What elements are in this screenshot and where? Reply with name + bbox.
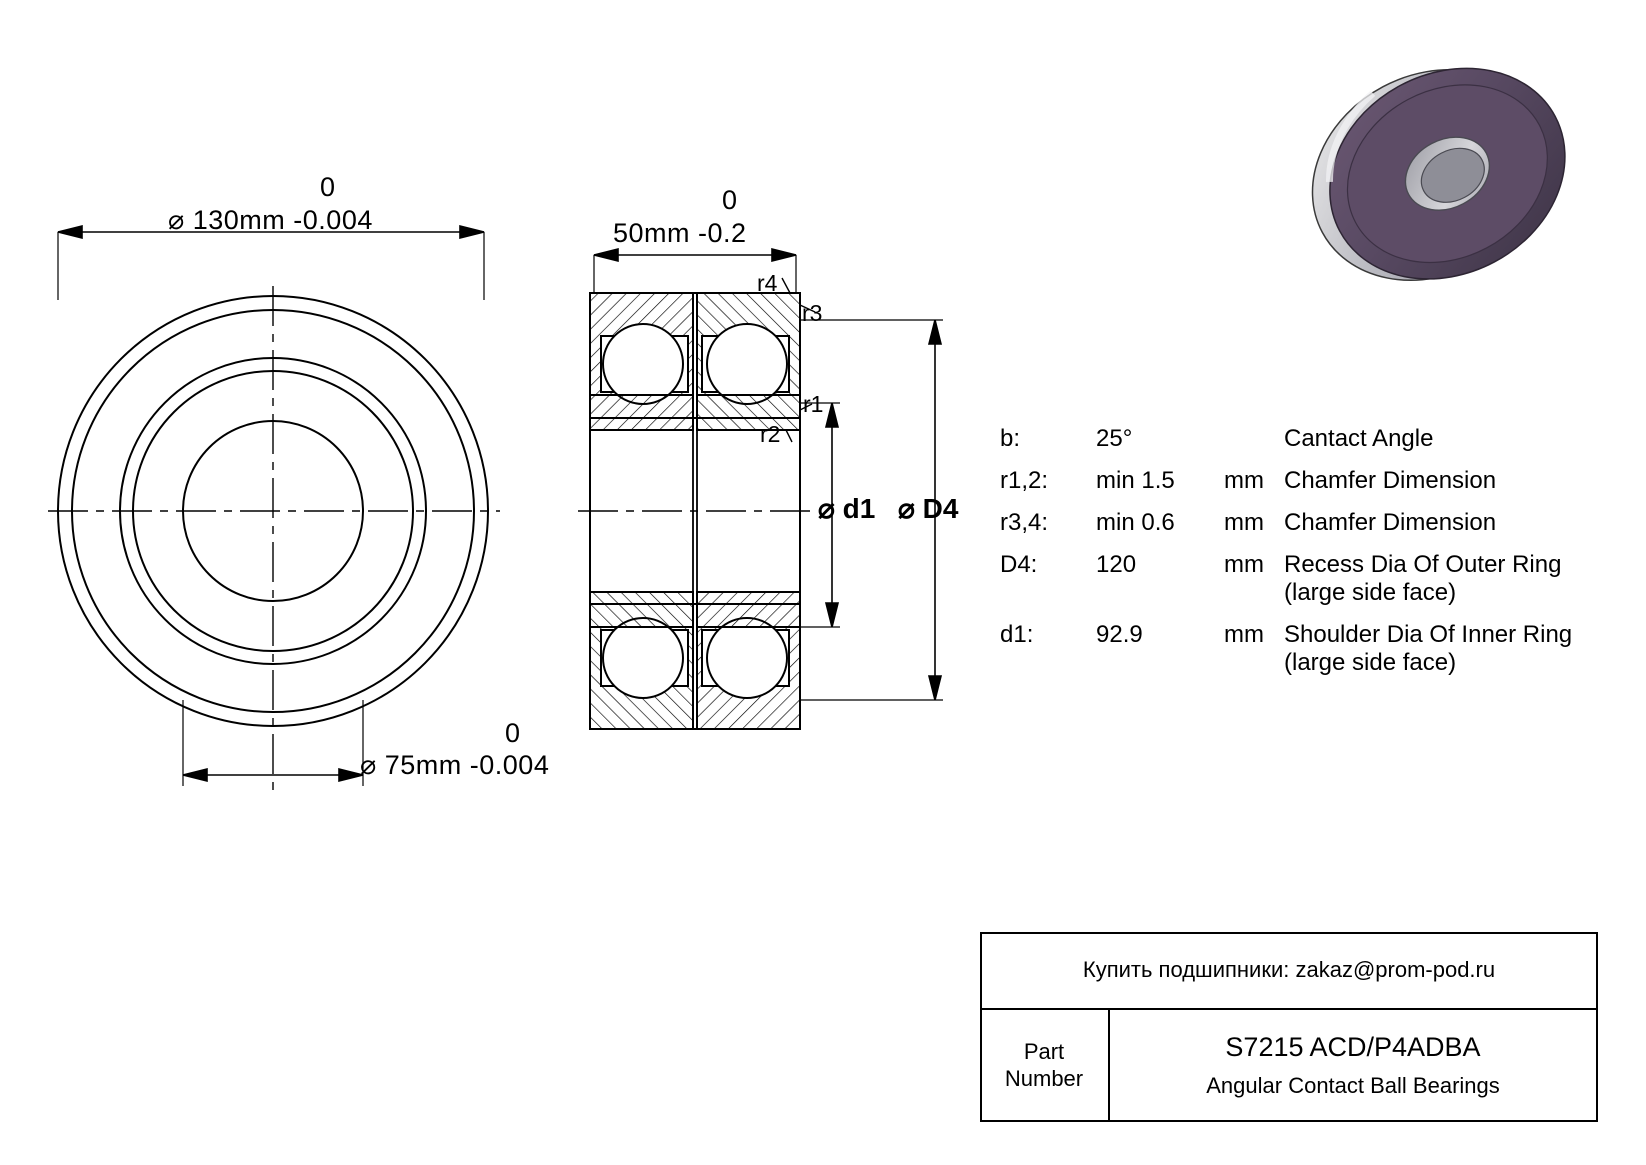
spec-description-sub: (large side face) [1284, 649, 1457, 676]
spec-description-sub: (large side face) [1284, 579, 1457, 606]
part-number-label-line1: Part [1023, 1038, 1065, 1064]
spec-row [1000, 509, 1620, 537]
callout-r2: r2 [760, 421, 781, 447]
spec-description-main: Chamfer Dimension [1284, 509, 1497, 536]
bearing-3d-render [1275, 22, 1602, 327]
od-dimension-text: ⌀ 130mm -0.004 [168, 205, 373, 235]
spec-unit: mm [1224, 509, 1264, 536]
spec-key: b: [1000, 425, 1021, 452]
spec-description-main: Chamfer Dimension [1284, 467, 1497, 494]
title-block [980, 932, 1598, 1122]
bore-tolerance-top: 0 [505, 718, 521, 748]
spec-row [1000, 621, 1620, 677]
spec-description [1284, 425, 1620, 453]
bore-dimension-text: ⌀ 75mm -0.004 [360, 750, 550, 780]
spec-description [1284, 509, 1620, 537]
spec-description [1284, 621, 1620, 677]
od-tolerance-top: 0 [320, 172, 336, 202]
contact-email-line: Купить подшипники: zakaz@prom-pod.ru [1082, 957, 1496, 982]
spec-description-main: Shoulder Dia Of Inner Ring [1284, 621, 1573, 648]
width-dimension-text: 50mm -0.2 [613, 218, 747, 248]
spec-unit: mm [1224, 551, 1264, 578]
part-type: Angular Contact Ball Bearings [1206, 1072, 1500, 1098]
callout-d1: ⌀ d1 [818, 493, 876, 524]
part-number-value: S7215 ACD/P4ADBA [1225, 1031, 1481, 1062]
spec-value: min 1.5 [1096, 467, 1175, 494]
spec-value: 25° [1096, 425, 1133, 452]
callout-r1: r1 [803, 391, 824, 417]
callout-d4: ⌀ D4 [898, 493, 959, 524]
spec-key: d1: [1000, 621, 1034, 648]
specification-table [1000, 425, 1620, 691]
part-number-label [980, 1008, 1108, 1122]
front-view [48, 286, 500, 790]
width-tolerance-top: 0 [722, 185, 738, 215]
spec-description [1284, 551, 1620, 607]
spec-unit: mm [1224, 621, 1264, 648]
spec-description-main: Cantact Angle [1284, 425, 1434, 452]
spec-row [1000, 551, 1620, 607]
spec-value: min 0.6 [1096, 509, 1175, 536]
spec-key: r3,4: [1000, 509, 1049, 536]
spec-value: 92.9 [1096, 621, 1143, 648]
spec-description [1284, 467, 1620, 495]
spec-description-main: Recess Dia Of Outer Ring [1284, 551, 1562, 578]
spec-row [1000, 467, 1620, 495]
spec-key: D4: [1000, 551, 1038, 578]
od-dimension [58, 226, 484, 300]
part-number-label-line2: Number [1004, 1066, 1084, 1091]
callout-r3: r3 [802, 300, 823, 326]
spec-row [1000, 425, 1620, 453]
part-number-value-cell [1108, 1008, 1598, 1122]
spec-key: r1,2: [1000, 467, 1049, 494]
spec-unit: mm [1224, 467, 1264, 494]
section-view [578, 293, 818, 729]
callout-r4: r4 [757, 270, 778, 296]
spec-value: 120 [1096, 551, 1137, 578]
